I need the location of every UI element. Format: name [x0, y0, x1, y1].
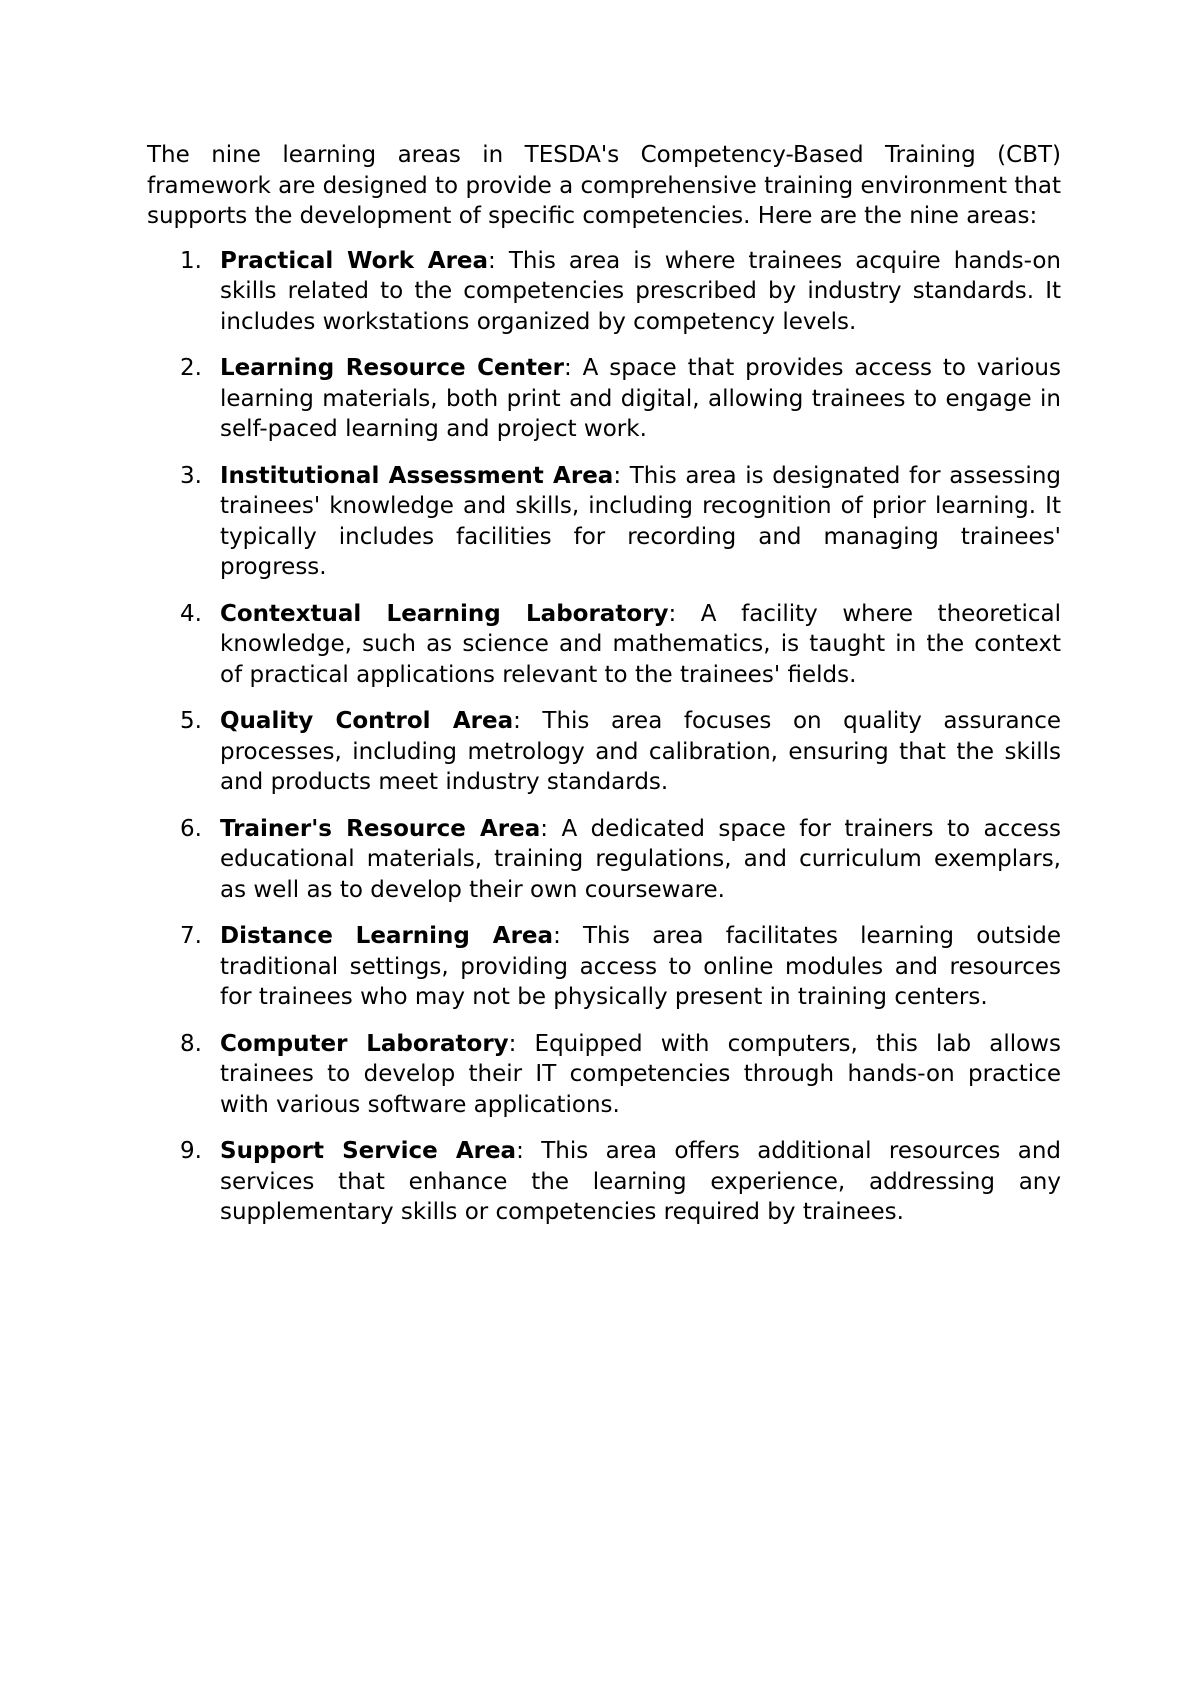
list-number: 7. — [180, 923, 202, 949]
list-item — [147, 246, 1061, 338]
area-description: : This area is designated for assessing trainees' knowledge and skills, including recognition of prior learning. It typically includes facilities for recording and managing trainees' progress. — [220, 462, 1061, 580]
list-item — [147, 599, 1061, 691]
document-body — [147, 140, 1061, 1244]
area-description: : This area offers additional resources and services that enhance the learning experience, addressing any supplementary skills or competencies required by trainees. — [220, 1138, 1062, 1225]
area-description: : A space that provides access to various learning materials, both print and digital, allowing trainees to engage in self-paced learning and project work. — [220, 355, 1061, 442]
list-item — [147, 461, 1061, 583]
area-description: : Equipped with computers, this lab allows trainees to develop their IT competencies through hands-on practice with various software applications. — [220, 1030, 1061, 1118]
area-description: : A dedicated space for trainers to access educational materials, training regulations, and curriculum exemplars, as well as to develop their own courseware. — [220, 815, 1061, 903]
list-item — [147, 353, 1061, 445]
list-item — [147, 814, 1061, 906]
area-term: Practical Work Area — [220, 247, 489, 274]
list-number: 4. — [180, 600, 202, 627]
list-number: 2. — [180, 355, 202, 381]
area-term: Quality Control Area — [220, 708, 514, 734]
list-item — [147, 1136, 1061, 1228]
list-item — [147, 921, 1061, 1013]
area-description: : A facility where theoretical knowledge, such as science and mathematics, is taught in the context of practical applications relevant to the trainees' fields. — [220, 600, 1062, 688]
list-item — [147, 1029, 1061, 1121]
list-number: 6. — [180, 815, 202, 842]
area-term: Institutional Assessment Area — [220, 462, 614, 489]
list-number: 8. — [180, 1030, 202, 1057]
list-item — [147, 706, 1061, 798]
area-description: : This area is where trainees acquire hands-on skills related to the competencies prescribed by industry standards. It includes workstations organized by competency levels. — [220, 247, 1061, 335]
area-term: Contextual Learning Laboratory — [220, 600, 669, 627]
area-description: : This area focuses on quality assurance processes, including metrology and calibration, ensuring that the skills and products meet industry standards. — [220, 708, 1061, 795]
list-number: 9. — [180, 1138, 202, 1164]
list-number: 5. — [180, 708, 202, 734]
area-term: Distance Learning Area — [220, 923, 554, 949]
list-number: 1. — [180, 247, 202, 274]
area-description: : This area facilitates learning outside traditional settings, providing access to online modules and resources for trainees who may not be physically present in training centers. — [220, 923, 1061, 1010]
list-number: 3. — [180, 462, 202, 489]
area-term: Learning Resource Center — [220, 355, 564, 381]
area-term: Trainer's Resource Area — [220, 815, 541, 842]
area-term: Support Service Area — [220, 1138, 517, 1164]
learning-areas-list — [147, 246, 1061, 1228]
area-term: Computer Laboratory — [220, 1030, 509, 1057]
intro-paragraph: The nine learning areas in TESDA's Competency-Based Training (CBT) framework are designed to provide a comprehensive training environment that supports the development of specific competencies. Here are the nine areas: — [147, 142, 1062, 229]
